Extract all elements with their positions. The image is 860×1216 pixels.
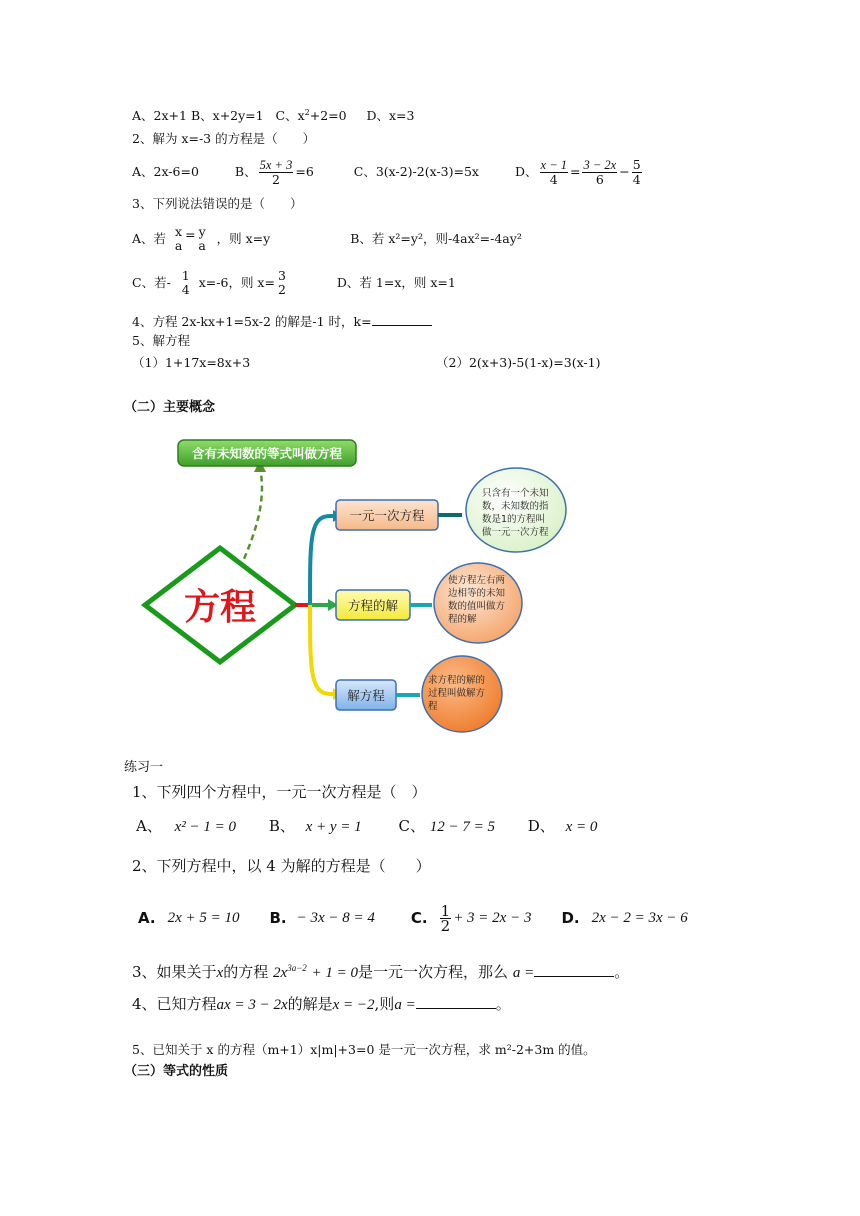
answer-blank[interactable] xyxy=(416,994,496,1009)
numerator: 3 − 2x xyxy=(583,157,617,172)
section-2-heading: （二）主要概念 xyxy=(124,400,216,415)
definition-connector xyxy=(240,468,262,568)
q3-post: 是一元一次方程，那么 xyxy=(358,963,509,981)
option-expr: 12 − 7 = 5 xyxy=(429,819,495,835)
option-label: B、 xyxy=(268,817,295,835)
option-label: D. xyxy=(561,909,580,927)
denominator: 4 xyxy=(632,171,641,187)
option-d: D、x=3 xyxy=(366,108,415,123)
practice-q1-options xyxy=(136,816,597,837)
q5-part1: （1）1+17x=8x+3 xyxy=(132,355,251,370)
q3-option-c-label: C、若- xyxy=(132,275,171,290)
fraction xyxy=(540,158,568,187)
option-c: C、x xyxy=(275,108,305,123)
q3-option-d: D、若 1=x，则 x=1 xyxy=(336,275,456,290)
answer-blank[interactable] xyxy=(372,313,432,326)
q3-option-a-rest: ，则 x=y xyxy=(216,231,271,246)
q4-end: 。 xyxy=(495,995,511,1013)
q4-mid: 的解是 xyxy=(287,995,333,1013)
option-label: D、 xyxy=(527,817,555,835)
practice-q2-options xyxy=(138,898,688,938)
fraction xyxy=(174,225,183,253)
q4-label: 4、方程 2x-kx+1=5x-2 的解是-1 时，k= xyxy=(132,314,372,329)
option-c-rest: +2=0 xyxy=(309,108,347,123)
q2-option-a: A、2x-6=0 xyxy=(132,164,199,179)
branch-label-3: 解方程 xyxy=(347,688,385,703)
q3-options-cd xyxy=(132,264,456,302)
branch-note-2-text: 使方程左右两 边相等的未知 数的值叫做方 程的解 xyxy=(448,575,506,625)
option-label: A、 xyxy=(136,817,162,835)
q4-sol: x = −2 xyxy=(332,997,375,1013)
numerator: 3 xyxy=(277,268,286,283)
fraction xyxy=(198,225,207,253)
fraction xyxy=(582,158,617,187)
option-a: A、2x+1 xyxy=(132,108,187,123)
practice-q3 xyxy=(132,962,629,983)
q3-var: x xyxy=(216,965,224,981)
denominator: 2 xyxy=(440,916,451,935)
numerator: x xyxy=(175,224,183,239)
q3-eq: 2x xyxy=(273,965,288,981)
branch-connector-1 xyxy=(310,516,335,605)
fraction xyxy=(440,901,452,935)
q4-eq: ax = 3 − 2x xyxy=(216,997,288,1013)
denominator: 4 xyxy=(181,282,190,297)
q4-a: a = xyxy=(394,997,416,1013)
q5-part2: （2）2(x+3)-5(1-x)=3(x-1) xyxy=(436,355,601,370)
q3-end: 。 xyxy=(614,963,630,981)
denominator: 2 xyxy=(272,171,280,187)
answer-blank[interactable] xyxy=(534,962,614,977)
q3-pre: 3、如果关于 xyxy=(132,963,217,981)
practice-q1: 1、下列四个方程中，一元一次方程是（ ） xyxy=(132,783,427,801)
option-expr: 2x − 2 = 3x − 6 xyxy=(591,910,688,926)
definition-text: 含有未知数的等式叫做方程 xyxy=(191,446,343,461)
denominator: 2 xyxy=(277,282,286,297)
practice-q4 xyxy=(132,994,511,1015)
concept-mindmap xyxy=(130,428,590,748)
q3-option-b: B、若 x²=y²，则-4ax²=-4ay² xyxy=(350,231,522,246)
q5-text: 5、解方程 xyxy=(132,333,190,348)
option-expr: − 3x − 8 = 4 xyxy=(296,910,375,926)
q3-option-c-mid: x=-6，则 x= xyxy=(198,275,275,290)
q2-options: A、2x-6=0 B、 $\frac{5x + 3}{2}$ =6 C、3(x-2)-2(x-3)=5x D、 $\frac{x - 1}{4}$ = $\frac{3 - 2x}{6}$ − $\frac{5}{4}$ xyxy=(132,156,641,187)
q2-option-d-label: D、 xyxy=(514,164,538,179)
option-expr: x = 0 xyxy=(565,819,598,835)
q2-option-b-fraction xyxy=(259,158,294,187)
option-label: B. xyxy=(269,909,287,927)
practice-title: 练习一 xyxy=(124,760,164,775)
branch-note-3-text: 求方程的解的 过程叫做解方 程 xyxy=(428,675,486,712)
option-b: B、x+2y=1 xyxy=(190,108,264,123)
numerator: 5 xyxy=(632,156,641,172)
q3-options-ab: A、若 x a = y a ，则 x=y B、若 x²=y²，则-4ax²=-4ay² xyxy=(132,224,522,253)
center-label: 方程 xyxy=(183,587,257,628)
option-label: C、 xyxy=(398,817,425,835)
q2-option-b-rest: =6 xyxy=(295,164,314,179)
numerator: x − 1 xyxy=(540,157,567,172)
numerator: 1 xyxy=(440,901,451,920)
q4-post: ,则 xyxy=(374,995,395,1013)
q3-option-a-label: A、若 xyxy=(132,231,167,246)
q2-option-b-label: B、 xyxy=(234,164,257,179)
option-label: A. xyxy=(138,909,156,927)
branch-label-1: 一元一次方程 xyxy=(349,508,425,523)
branch-note-1-text: 只含有一个未知 数，未知数的指 数是1的方程叫 做一元一次方程 xyxy=(482,488,549,538)
numerator: y xyxy=(198,224,206,239)
fraction xyxy=(277,269,287,297)
q1-options: A、2x+1 B、x+2y=1 C、$x^2+2=0$ D、x=3 xyxy=(132,107,415,123)
q3-text: 3、下列说法错误的是（ ） xyxy=(132,196,303,211)
branch-label-2: 方程的解 xyxy=(347,598,399,613)
numerator: 1 xyxy=(181,268,190,283)
q3-eq-rest: + 1 = 0 xyxy=(311,965,359,981)
denominator: a xyxy=(198,238,206,253)
denominator: 6 xyxy=(595,171,604,187)
option-label: C. xyxy=(410,909,428,927)
q3-mid: 的方程 xyxy=(223,963,269,981)
denominator: a xyxy=(174,238,183,253)
option-expr: 2x + 5 = 10 xyxy=(167,910,240,926)
q2-option-c: C、3(x-2)-2(x-3)=5x xyxy=(353,164,479,179)
branch-connector-3 xyxy=(310,605,335,694)
q4-text xyxy=(132,313,432,330)
fraction xyxy=(632,158,642,187)
q2-text: 2、解为 x=-3 的方程是（ ） xyxy=(132,131,316,146)
section-3-heading: （三）等式的性质 xyxy=(124,1064,229,1079)
denominator: 4 xyxy=(549,171,558,187)
practice-q5: 5、已知关于 x 的方程（m+1）x|m|+3=0 是一元一次方程，求 m²-2+3m 的值。 xyxy=(132,1042,596,1057)
q4-pre: 4、已知方程 xyxy=(132,995,217,1013)
fraction xyxy=(181,269,191,297)
option-expr: + 3 = 2x − 3 xyxy=(453,910,532,926)
numerator: 5x + 3 xyxy=(259,157,293,172)
q3-a: a = xyxy=(512,965,535,981)
option-expr: x + y = 1 xyxy=(305,819,362,835)
practice-q2: 2、下列方程中，以 4 为解的方程是（ ） xyxy=(132,857,431,875)
option-expr: x² − 1 = 0 xyxy=(174,819,237,835)
q3-exponent: 3a−2 xyxy=(287,963,307,973)
